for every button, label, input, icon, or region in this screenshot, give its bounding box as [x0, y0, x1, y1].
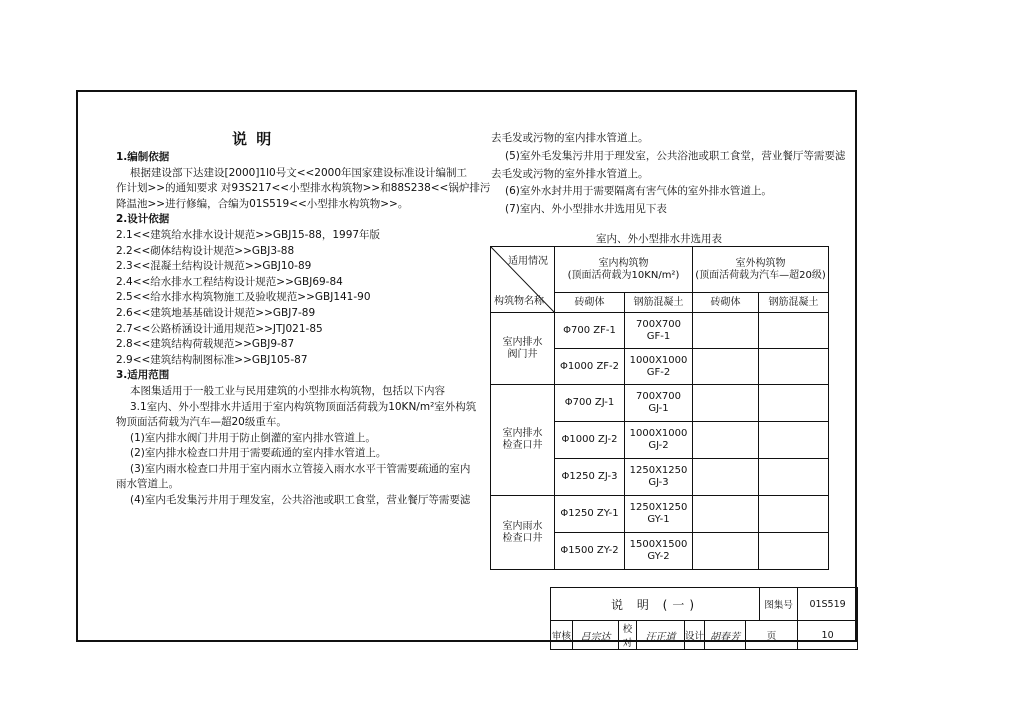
group-name: 室内雨水检查口井	[491, 496, 555, 570]
table-cell: Φ1500 ZY-2	[555, 533, 625, 570]
section-3-text: 3.1室内、外小型排水井适用于室内构筑物顶面活荷载为10KN/m²室外构筑	[130, 400, 477, 413]
column-header: 钢筋混凝土	[759, 293, 829, 313]
size-label: 1250X1250	[629, 502, 688, 513]
scope-item: 去毛发或污物的室内排水管道上。	[491, 132, 649, 144]
table-cell	[759, 422, 829, 459]
scope-item: (5)室外毛发集污井用于理发室，公共浴池或职工食堂，营业餐厅等需要滤	[505, 149, 846, 162]
scope-item: 去毛发或污物的室外排水管道上。	[491, 167, 649, 180]
table-cell: Φ1250 ZY-1	[555, 496, 625, 533]
table-cell	[625, 313, 693, 349]
reference-item: 2.1<<建筑给水排水设计规范>>GBJ15-88，1997年版	[116, 228, 381, 241]
outdoor-header	[693, 247, 829, 293]
table-cell	[759, 459, 829, 496]
size-label: 1000X1000	[629, 428, 688, 439]
table-cell	[625, 385, 693, 422]
code-label: GY-1	[647, 514, 670, 525]
table-cell: Φ1000 ZJ-2	[555, 422, 625, 459]
table-cell	[759, 349, 829, 385]
column-header: 砖砌体	[555, 293, 625, 313]
table-cell	[693, 533, 759, 570]
code-label: GF-2	[646, 366, 671, 378]
group-name: 室内排水检查口井	[491, 385, 555, 496]
group-name: 室内排水阀门井	[491, 313, 555, 385]
table-cell	[693, 459, 759, 496]
reference-item: 2.2<<砌体结构设计规范>>GBJ3-88	[116, 244, 295, 257]
reference-item: 2.3<<混凝土结构设计规范>>GBJ10-89	[116, 260, 312, 273]
outdoor-head-label: 室外构筑物	[735, 257, 786, 269]
section-3-heading: 3.适用范围	[116, 369, 170, 382]
table-cell	[625, 459, 693, 496]
section-1-text: 根据建设部下达建设[2000]1l0号文<<2000年国家建设标准设计编制工	[130, 166, 468, 179]
table-cell	[693, 496, 759, 533]
table-cell	[693, 349, 759, 385]
table-cell	[625, 533, 693, 570]
indoor-header	[555, 247, 693, 293]
scope-item: (4)室内毛发集污井用于理发室，公共浴池或职工食堂，营业餐厅等需要滤	[130, 494, 471, 507]
scope-item: (2)室内排水检查口井用于需要疏通的室内排水管道上。	[130, 447, 387, 460]
review-label: 审核	[551, 621, 573, 650]
scope-item: (6)室外水封井用于需要隔离有害气体的室外排水管道上。	[505, 185, 772, 198]
size-label: 1500X1500	[629, 539, 688, 550]
section-1-text: 作计划>>的通知要求 对93S217<<小型排水构筑物>>和88S238<<锅炉排污	[116, 182, 491, 195]
section-1-text: 降温池>>进行修编，合编为01S519<<小型排水构筑物>>。	[116, 197, 409, 210]
section-3-text: 本图集适用于一般工业与民用建筑的小型排水构筑物，包括以下内容	[130, 384, 445, 397]
check-label: 校对	[619, 621, 637, 650]
right-column	[491, 130, 846, 219]
table-cell	[759, 313, 829, 349]
check-signature: 汪正道	[637, 621, 685, 650]
table-cell	[759, 496, 829, 533]
indoor-load-label: (顶面活荷载为10KN/m²)	[567, 269, 680, 281]
section-1-heading: 1.编制依据	[116, 151, 170, 163]
size-label: 1250X1250	[629, 465, 688, 476]
design-label: 设计	[685, 621, 705, 650]
code-label: GJ-3	[648, 477, 669, 488]
size-label: 700X700	[635, 318, 682, 330]
atlas-number: 01S519	[798, 588, 858, 621]
table-cell	[693, 422, 759, 459]
table-cell	[759, 385, 829, 422]
reference-item: 2.5<<给水排水构筑物施工及验收规范>>GBJ141-90	[116, 291, 371, 304]
page-number: 10	[798, 621, 858, 650]
size-label: 700X700	[635, 391, 682, 402]
table-cell: Φ700 ZJ-1	[555, 385, 625, 422]
column-header: 钢筋混凝土	[625, 293, 693, 313]
reference-item: 2.9<<建筑结构制图标准>>GBJ105-87	[116, 353, 308, 366]
code-label: GJ-1	[648, 403, 669, 414]
scope-item: (3)室内雨水检查口井用于室内雨水立管接入雨水水平干管需要疏通的室内	[130, 462, 471, 475]
column-header: 砖砌体	[693, 293, 759, 313]
table-cell: Φ700 ZF-1	[555, 313, 625, 349]
reference-item: 2.8<<建筑结构荷载规范>>GBJ9-87	[116, 338, 295, 351]
section-3-text: 物顶面活荷载为汽车—超20级重车。	[116, 416, 287, 429]
corner-bottom-label: 构筑物名称	[494, 296, 544, 307]
atlas-label: 图集号	[760, 588, 798, 621]
table-cell	[693, 313, 759, 349]
table-caption: 室内、外小型排水井选用表	[596, 233, 722, 245]
section-2-heading: 2.设计依据	[116, 213, 170, 226]
code-label: GJ-2	[648, 440, 669, 451]
reference-item: 2.6<<建筑地基基础设计规范>>GBJ7-89	[116, 306, 316, 319]
table-cell: Φ1000 ZF-2	[555, 349, 625, 385]
table-cell	[693, 385, 759, 422]
scope-item: (7)室内、外小型排水井选用见下表	[505, 203, 667, 216]
table-cell	[759, 533, 829, 570]
code-label: GF-1	[646, 330, 671, 342]
corner-top-label: 适用情况	[508, 256, 548, 267]
scope-item: (1)室内排水阀门井用于防止倒灌的室内排水管道上。	[130, 431, 376, 444]
code-label: GY-2	[647, 551, 670, 562]
page-label: 页	[746, 621, 798, 650]
size-label: 1000X1000	[629, 354, 688, 366]
selection-table	[490, 246, 829, 570]
table-corner-cell	[491, 247, 555, 313]
design-signature: 胡春芳	[705, 621, 746, 650]
left-column	[116, 150, 491, 509]
outdoor-load-label: (顶面活荷载为汽车—超20级)	[695, 269, 826, 281]
reference-item: 2.7<<公路桥涵设计通用规范>>JTJ021-85	[116, 322, 323, 335]
table-cell: Φ1250 ZJ-3	[555, 459, 625, 496]
table-cell	[625, 496, 693, 533]
page-title: 说 明	[232, 130, 274, 148]
table-cell	[625, 422, 693, 459]
indoor-head-label: 室内构筑物	[598, 257, 649, 269]
sheet-title: 说 明 (一)	[551, 588, 760, 621]
title-block	[550, 587, 858, 650]
table-cell	[625, 349, 693, 385]
review-signature: 吕宗达	[573, 621, 619, 650]
scope-item: 雨水管道上。	[116, 478, 179, 491]
reference-item: 2.4<<给水排水工程结构设计规范>>GBJ69-84	[116, 275, 343, 288]
